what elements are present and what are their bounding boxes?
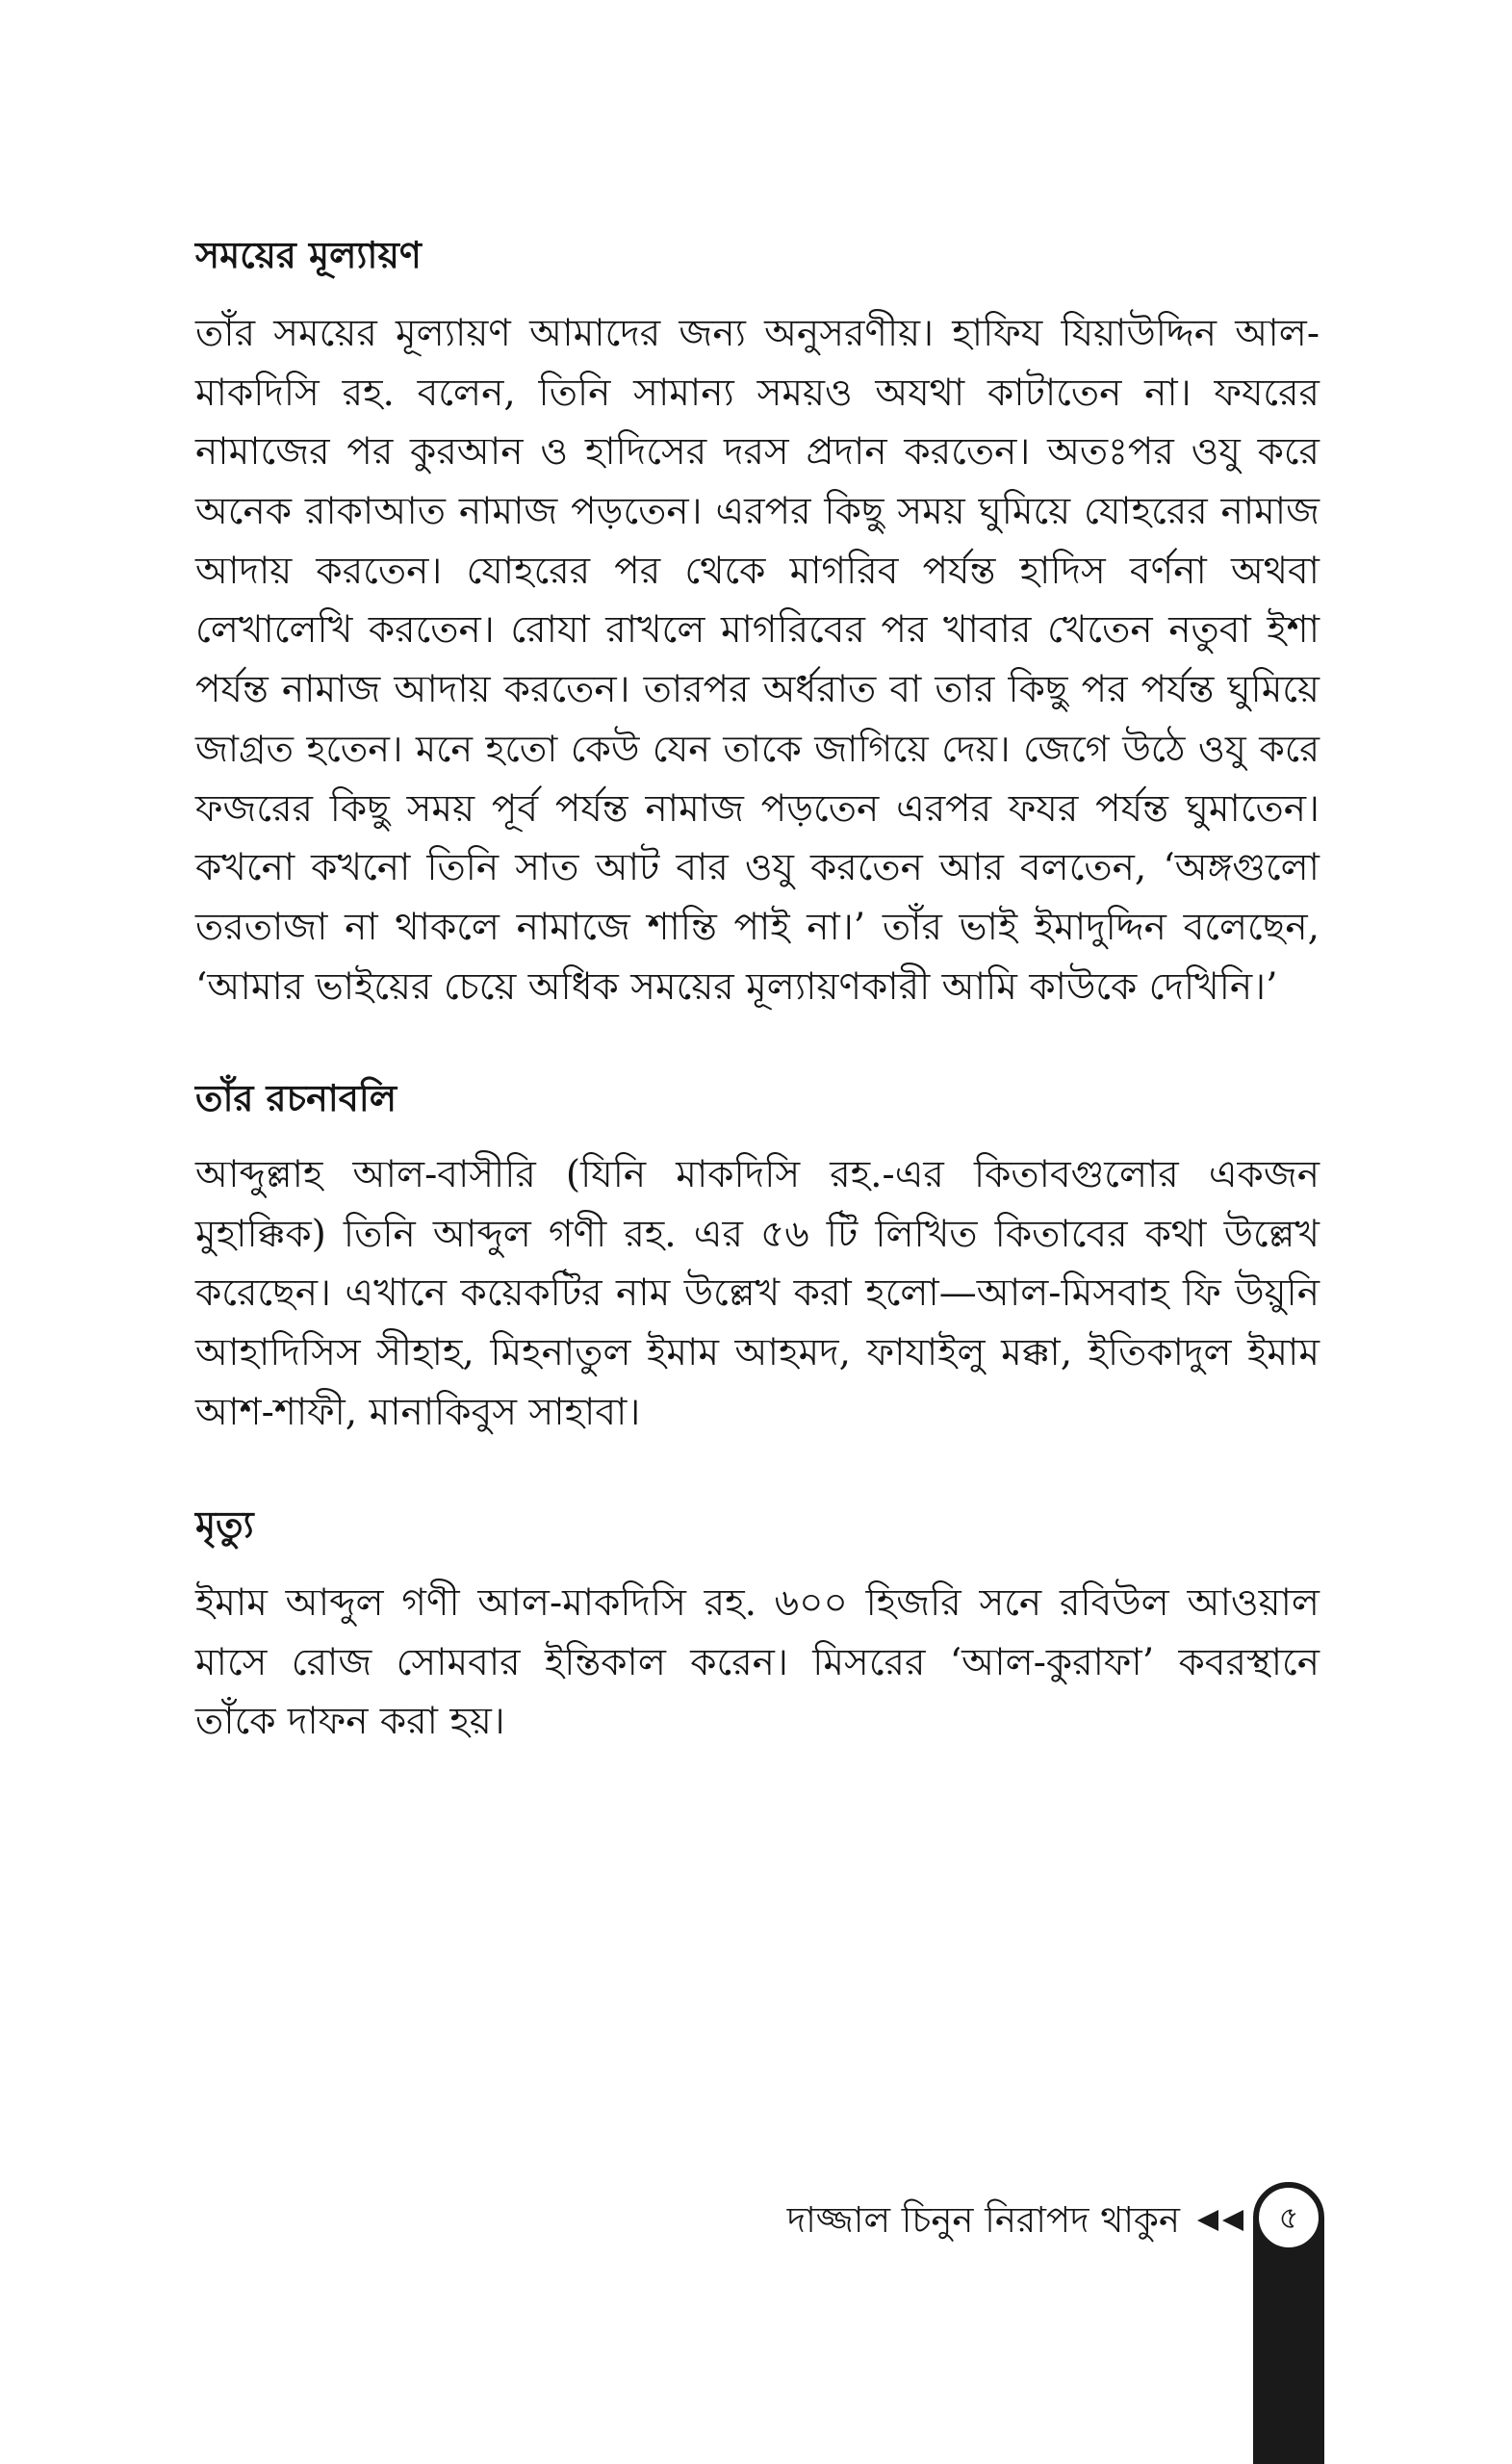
paragraph bbox=[195, 1574, 1320, 1752]
page-number-badge bbox=[1253, 2182, 1324, 2253]
body-line: ‘আমার ভাইয়ের চেয়ে অধিক সময়ের মূল্যায়ণকারী আমি কাউকে দেখিনি।’ bbox=[195, 964, 1278, 1009]
body-line: ইমাম আব্দুল গণী আল-মাকদিসি রহ. ৬০০ হিজরি সনে রবিউল আওয়াল bbox=[195, 1581, 1320, 1625]
body-line: তাঁকে দাফন করা হয়। bbox=[195, 1700, 505, 1744]
section-heading: মৃত্যু bbox=[195, 1503, 254, 1546]
body-line: তাঁর সময়ের মূল্যায়ণ আমাদের জন্য অনুসরণীয়। হাফিয যিয়াউদ্দিন আল- bbox=[195, 312, 1320, 355]
body-line: মাসে রোজ সোমবার ইন্তিকাল করেন। মিসরের ‘আল-কুরাফা’ কবরস্থানে bbox=[195, 1640, 1320, 1684]
paragraph bbox=[195, 1145, 1320, 1442]
body-line: পর্যন্ত নামাজ আদায় করতেন। তারপর অর্ধরাত বা তার কিছু পর পর্যন্ত ঘুমিয়ে bbox=[195, 668, 1320, 712]
body-line: মাকদিসি রহ. বলেন, তিনি সামান্য সময়ও অযথা কাটাতেন না। ফযরের bbox=[195, 371, 1320, 415]
body-line: করেছেন। এখানে কয়েকটির নাম উল্লেখ করা হলো—আল-মিসবাহ ফি উয়ুনি bbox=[195, 1271, 1320, 1316]
body-line: আব্দুল্লাহ আল-বাসীরি (যিনি মাকদিসি রহ.-এর কিতাবগুলোর একজন bbox=[195, 1153, 1320, 1196]
book-title: দাজ্জাল চিনুন নিরাপদ থাকুন bbox=[786, 2199, 1180, 2241]
body-line: লেখালেখি করতেন। রোযা রাখলে মাগরিবের পর খাবার খেতেন নতুবা ইশা bbox=[195, 608, 1320, 653]
double-left-triangle-icon bbox=[1197, 2208, 1245, 2233]
body-line: আশ-শাফী, মানাকিবুস সাহাবা। bbox=[195, 1390, 641, 1434]
body-line: মুহাক্কিক) তিনি আব্দুল গণী রহ. এর ৫৬ টি লিখিত কিতাবের কথা উল্লেখ bbox=[195, 1212, 1320, 1256]
body-line: আদায় করতেন। যোহরের পর থেকে মাগরিব পর্যন্ত হাদিস বর্ণনা অথবা bbox=[195, 549, 1320, 593]
body-line: জাগ্রত হতেন। মনে হতো কেউ যেন তাকে জাগিয়ে দেয়। জেগে উঠে ওযু করে bbox=[195, 727, 1320, 770]
body-line: আহাদিসিস সীহাহ, মিহনাতুল ইমাম আহমদ, ফাযাইলু মক্কা, ইতিকাদুল ইমাম bbox=[195, 1331, 1320, 1375]
body-line: অনেক রাকাআত নামাজ পড়তেন। এরপর কিছু সময় ঘুমিয়ে যোহরের নামাজ bbox=[195, 490, 1320, 534]
page-edge-tab bbox=[1253, 2218, 1324, 2464]
body-line: তরতাজা না থাকলে নামাজে শান্তি পাই না।’ তাঁর ভাই ইমাদুদ্দিন বলেছেন, bbox=[195, 905, 1320, 949]
section-heading: তাঁর রচনাবলি bbox=[195, 1077, 397, 1119]
page-number: ৫ bbox=[1278, 2199, 1299, 2236]
paragraph bbox=[195, 304, 1320, 1016]
section-heading: সময়ের মূল্যায়ণ bbox=[195, 234, 422, 276]
body-line: নামাজের পর কুরআন ও হাদিসের দরস প্রদান করতেন। অতঃপর ওযু করে bbox=[195, 430, 1320, 475]
body-line: ফজরের কিছু সময় পূর্ব পর্যন্ত নামাজ পড়তেন এরপর ফযর পর্যন্ত ঘুমাতেন। bbox=[195, 786, 1320, 831]
body-line: কখনো কখনো তিনি সাত আট বার ওযু করতেন আর বলতেন, ‘অঙ্গগুলো bbox=[195, 846, 1320, 890]
